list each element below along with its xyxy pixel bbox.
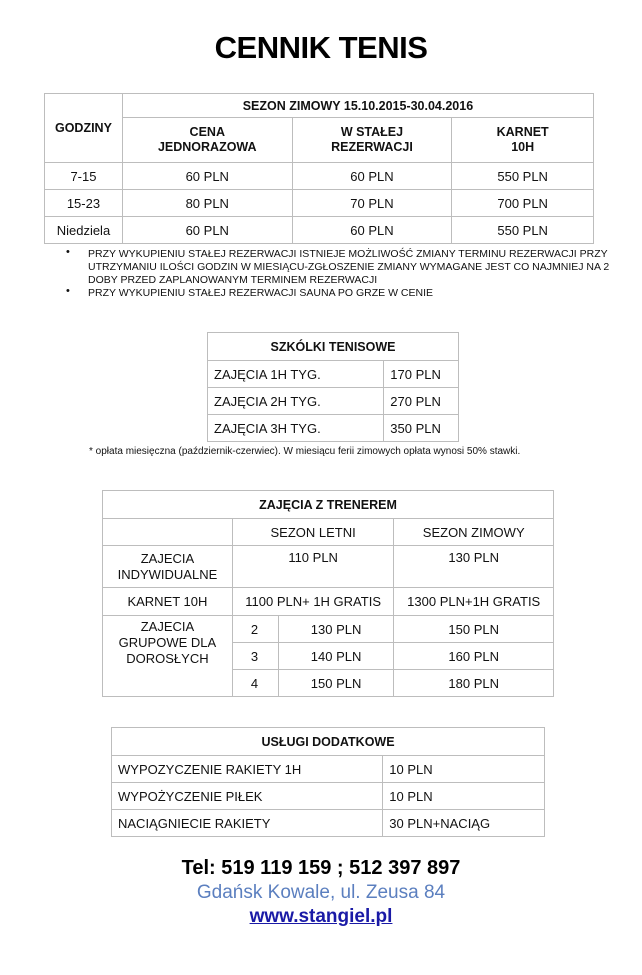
group-size: 4: [232, 670, 278, 697]
price-cell: 60 PLN: [122, 163, 292, 190]
table-row: [208, 361, 459, 388]
note-text: PRZY WYKUPIENIU STAŁEJ REZERWACJI ISTNIEJE MOŻLIWOŚĆ ZMIANY TERMINU REZERWACJI PRZY UTRZYMANIU ILOŚCI GODZIN W MIESIĄCU-ZGŁOSZENIE ZMIANY WYMAGANE JEST CO NAJMNIEJ NA 2 DOBY PRZED ZAPLANOWANYM TERMINEM REZERWACJI: [88, 248, 610, 286]
price-cell: 70 PLN: [292, 190, 452, 217]
group-size: 2: [232, 616, 278, 643]
table-row: [103, 616, 554, 643]
group-winter-price: 180 PLN: [394, 670, 554, 697]
school-price: 270 PLN: [384, 388, 459, 415]
hours-cell: 15-23: [45, 190, 123, 217]
extra-name: WYPOŻYCZENIE PIŁEK: [112, 783, 383, 810]
hours-cell: 7-15: [45, 163, 123, 190]
website-link[interactable]: www.stangiel.pl: [249, 906, 393, 927]
trainer-header: ZAJĘCIA Z TRENEREM: [103, 491, 554, 519]
individual-summer-price: 110 PLN: [232, 546, 394, 588]
individual-label: ZAJECIA INDYWIDUALNE: [103, 546, 233, 588]
bullet-icon: •: [66, 246, 70, 258]
pass-label: KARNET 10H: [103, 588, 233, 616]
pass-summer-price: 1100 PLN+ 1H GRATIS: [232, 588, 394, 616]
phone-numbers: Tel: 519 119 159 ; 512 397 897: [181, 857, 461, 879]
school-price: 350 PLN: [384, 415, 459, 442]
price-cell: 80 PLN: [122, 190, 292, 217]
table-row: [45, 217, 594, 244]
price-cell: 60 PLN: [292, 163, 452, 190]
column-single-price: CENA JEDNORAZOWA: [122, 118, 292, 163]
bullet-icon: •: [66, 285, 70, 297]
table-row: [45, 163, 594, 190]
group-summer-price: 130 PLN: [278, 616, 394, 643]
individual-winter-price: 130 PLN: [394, 546, 554, 588]
group-size: 3: [232, 643, 278, 670]
column-fixed-reservation: W STAŁEJ REZERWACJI: [292, 118, 452, 163]
empty-cell: [103, 519, 233, 546]
school-table: [207, 332, 459, 442]
table-row: [208, 388, 459, 415]
group-summer-price: 140 PLN: [278, 643, 394, 670]
table-row: [45, 190, 594, 217]
table-row: [103, 588, 554, 616]
note-text: PRZY WYKUPIENIU STAŁEJ REZERWACJI SAUNA PO GRZE W CENIE: [88, 287, 433, 299]
hours-header: GODZINY: [45, 94, 123, 163]
extra-price: 10 PLN: [383, 756, 545, 783]
extra-name: NACIĄGNIECIE RAKIETY: [112, 810, 383, 837]
school-footnote: * opłata miesięczna (październik-czerwiec). W miesiącu ferii zimowych opłata wynosi 50% stawki.: [89, 446, 521, 457]
extras-table: [111, 727, 545, 837]
group-winter-price: 160 PLN: [394, 643, 554, 670]
table-row: [208, 415, 459, 442]
extra-name: WYPOZYCZENIE RAKIETY 1H: [112, 756, 383, 783]
table-row: [112, 783, 545, 810]
table-row: [112, 810, 545, 837]
school-name: ZAJĘCIA 3H TYG.: [208, 415, 384, 442]
school-name: ZAJĘCIA 1H TYG.: [208, 361, 384, 388]
note-item: [60, 248, 620, 287]
school-header: SZKÓLKI TENISOWE: [208, 333, 459, 361]
price-cell: 550 PLN: [452, 163, 594, 190]
group-label: ZAJECIA GRUPOWE DLA DOROSŁYCH: [103, 616, 233, 697]
pass-winter-price: 1300 PLN+1H GRATIS: [394, 588, 554, 616]
group-summer-price: 150 PLN: [278, 670, 394, 697]
table-row: [112, 756, 545, 783]
hours-cell: Niedziela: [45, 217, 123, 244]
court-price-table: [44, 93, 594, 244]
price-cell: 700 PLN: [452, 190, 594, 217]
summer-season-header: SEZON LETNI: [232, 519, 394, 546]
price-cell: 60 PLN: [292, 217, 452, 244]
group-winter-price: 150 PLN: [394, 616, 554, 643]
season-header: SEZON ZIMOWY 15.10.2015-30.04.2016: [122, 94, 593, 118]
school-price: 170 PLN: [384, 361, 459, 388]
column-pass-10h: KARNET 10H: [452, 118, 594, 163]
page-title: CENNIK TENIS: [214, 30, 428, 65]
address: Gdańsk Kowale, ul. Zeusa 84: [196, 882, 446, 903]
note-item: [60, 287, 620, 300]
table-row: [103, 546, 554, 588]
extra-price: 10 PLN: [383, 783, 545, 810]
school-name: ZAJĘCIA 2H TYG.: [208, 388, 384, 415]
extras-header: USŁUGI DODATKOWE: [112, 728, 545, 756]
reservation-notes: [60, 248, 620, 300]
trainer-table: [102, 490, 554, 697]
extra-price: 30 PLN+NACIĄG: [383, 810, 545, 837]
price-cell: 550 PLN: [452, 217, 594, 244]
price-cell: 60 PLN: [122, 217, 292, 244]
winter-season-header: SEZON ZIMOWY: [394, 519, 554, 546]
